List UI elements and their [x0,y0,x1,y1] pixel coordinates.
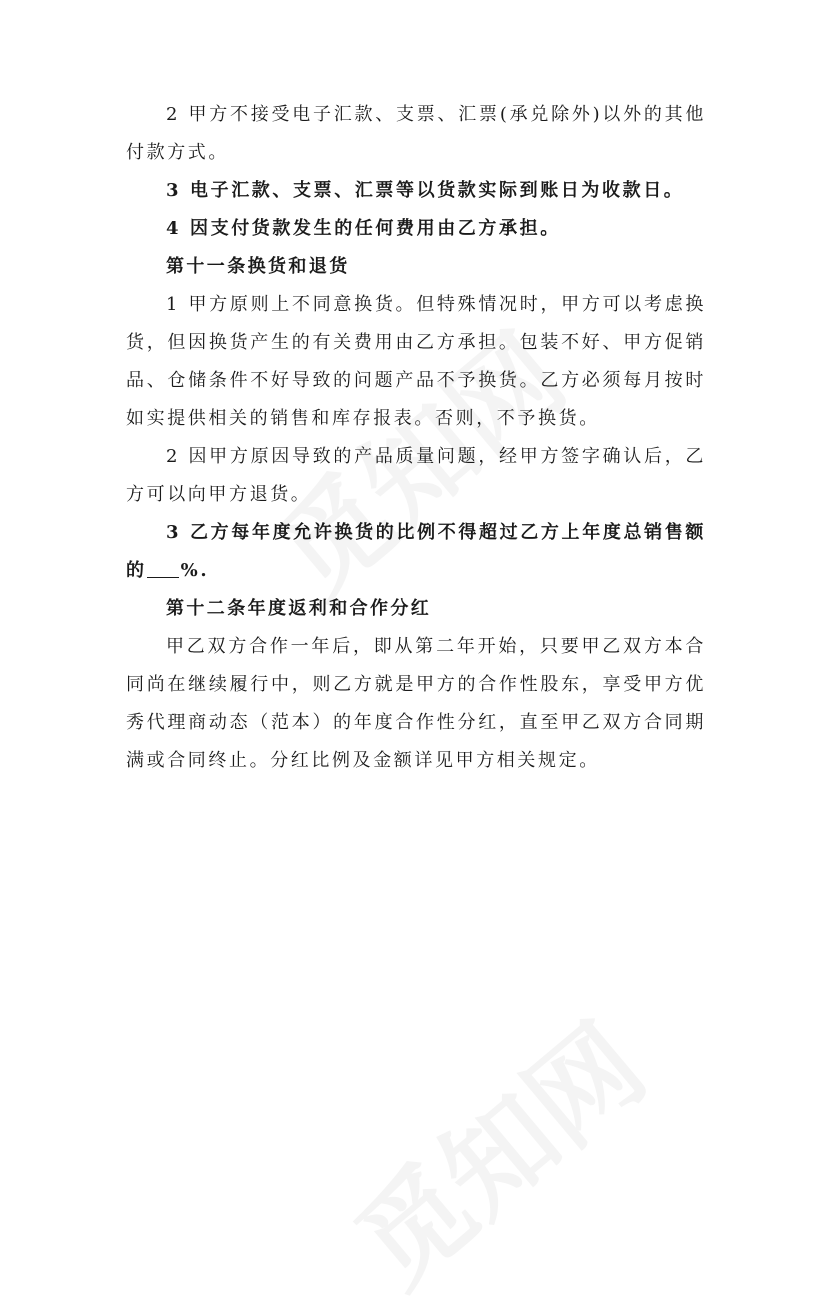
paragraph-payment-fees: 4 因支付货款发生的任何费用由乙方承担。 [166,218,561,239]
document-body [126,96,706,780]
paragraph-receipt-date: 3 电子汇款、支票、汇票等以货款实际到账日为收款日。 [166,180,685,201]
watermark-bottom [318,982,672,1315]
article-11-heading: 第十一条换货和退货 [166,256,350,277]
exchange-ratio-suffix: %. [180,560,210,581]
paragraph-return-policy: 2 因甲方原因导致的产品质量问题，经甲方签字确认后，乙方可以向甲方退货。 [126,446,706,505]
paragraph-exchange-ratio [126,514,706,590]
paragraph-dividend: 甲乙双方合作一年后，即从第二年开始，只要甲乙双方本合同尚在继续履行中，则乙方就是甲方的合作性股东，享受甲方优秀代理商动态（范本）的年度合作性分红，直至甲乙双方合同期满或合同终止。分红比例及金额详见甲方相关规定。 [126,636,706,771]
article-12-heading: 第十二条年度返利和合作分红 [166,598,432,619]
exchange-ratio-text: 3 乙方每年度允许换货的比例不得超过乙方上年度总销售额的 [126,522,706,581]
paragraph-payment-methods: 2 甲方不接受电子汇款、支票、汇票(承兑除外)以外的其他付款方式。 [126,104,706,163]
paragraph-exchange-policy: 1 甲方原则上不同意换货。但特殊情况时，甲方可以考虑换货，但因换货产生的有关费用由乙方承担。包装不好、甲方促销品、仓储条件不好导致的问题产品不予换货。乙方必须每月按时如实提供相关的销售和库存报表。否则，不予换货。 [126,294,706,429]
ratio-blank-field [147,559,179,578]
